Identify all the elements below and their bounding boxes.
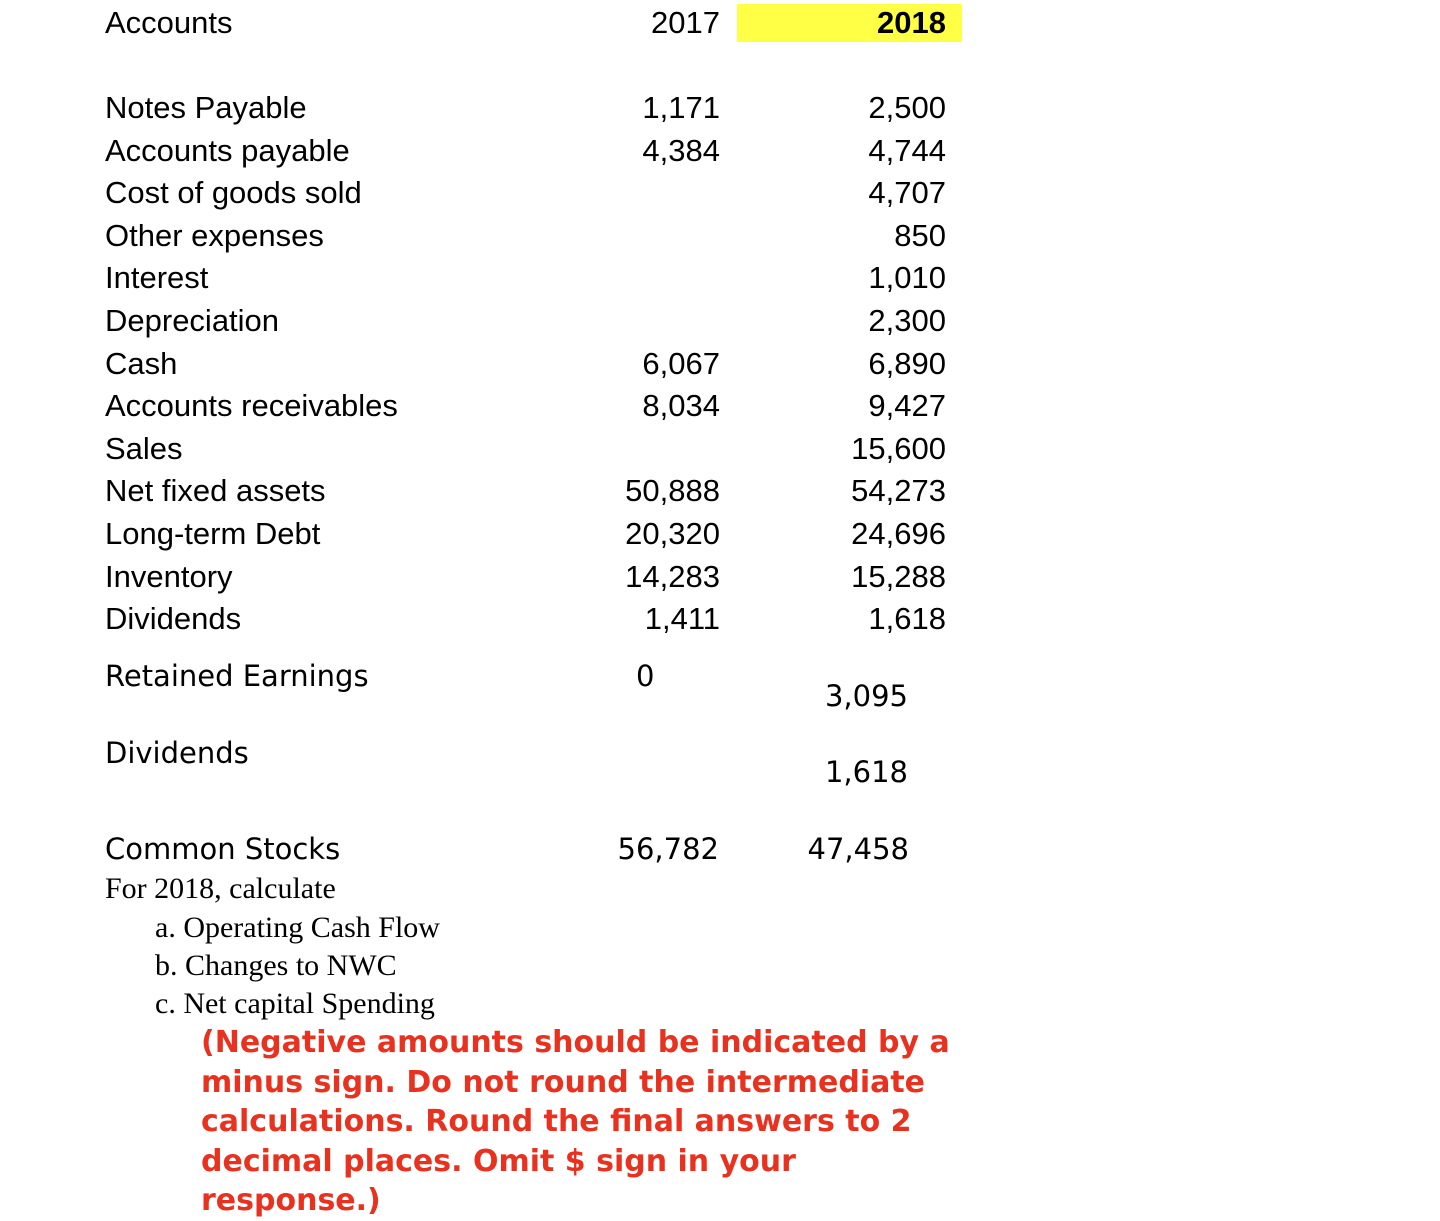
value-2018: 4,744	[868, 133, 946, 168]
value-2018: 15,288	[851, 559, 946, 594]
value-2018: 2,300	[868, 303, 946, 338]
question-item-b: b. Changes to NWC	[155, 949, 397, 982]
common-stocks-2017: 56,782	[617, 832, 719, 866]
account-label: Other expenses	[105, 218, 324, 253]
value-2018: 54,273	[851, 473, 946, 508]
question-item-a: a. Operating Cash Flow	[155, 911, 440, 944]
value-2017: 8,034	[642, 388, 720, 423]
value-2017: 50,888	[625, 473, 720, 508]
value-2018: 24,696	[851, 516, 946, 551]
account-label: Inventory	[105, 559, 233, 594]
question-item-c: c. Net capital Spending	[155, 987, 435, 1020]
value-2018: 2,500	[868, 90, 946, 125]
value-2018: 1,618	[868, 601, 946, 636]
value-2017: 20,320	[625, 516, 720, 551]
account-label: Cash	[105, 346, 178, 381]
account-label: Interest	[105, 260, 209, 295]
value-2017: 6,067	[642, 346, 720, 381]
dividends-label: Dividends	[105, 736, 249, 770]
year-2018-header: 2018	[877, 5, 946, 40]
value-2018: 15,600	[851, 431, 946, 466]
common-stocks-label: Common Stocks	[105, 832, 341, 866]
instructions-note: (Negative amounts should be indicated by a minus sign. Do not round the intermediate calculations. Round the final answers to 2 decimal places. Omit $ sign in your response.)	[201, 1025, 950, 1218]
value-2017: 1,171	[642, 90, 720, 125]
dividends-2018: 1,618	[824, 755, 908, 789]
value-2018: 4,707	[868, 175, 946, 210]
value-2017: 14,283	[625, 559, 720, 594]
account-label: Notes Payable	[105, 90, 307, 125]
question-intro: For 2018, calculate	[105, 872, 336, 905]
common-stocks-2018: 47,458	[807, 832, 909, 866]
value-2018: 850	[894, 218, 946, 253]
retained-earnings-2018: 3,095	[824, 679, 908, 713]
accounts-header: Accounts	[105, 5, 233, 40]
retained-earnings-2017: 0	[636, 659, 655, 693]
year-2017-header: 2017	[651, 5, 720, 40]
account-label: Cost of goods sold	[105, 175, 362, 210]
account-label: Long-term Debt	[105, 516, 321, 551]
account-label: Net fixed assets	[105, 473, 326, 508]
account-label: Sales	[105, 431, 183, 466]
account-label: Accounts payable	[105, 133, 350, 168]
value-2018: 6,890	[868, 346, 946, 381]
value-2017: 1,411	[644, 601, 720, 636]
account-label: Dividends	[105, 601, 242, 636]
value-2017: 4,384	[642, 133, 720, 168]
value-2018: 9,427	[868, 388, 946, 423]
account-label: Accounts receivables	[105, 388, 398, 423]
value-2018: 1,010	[868, 260, 946, 295]
retained-earnings-label: Retained Earnings	[105, 659, 369, 693]
account-label: Depreciation	[105, 303, 280, 338]
